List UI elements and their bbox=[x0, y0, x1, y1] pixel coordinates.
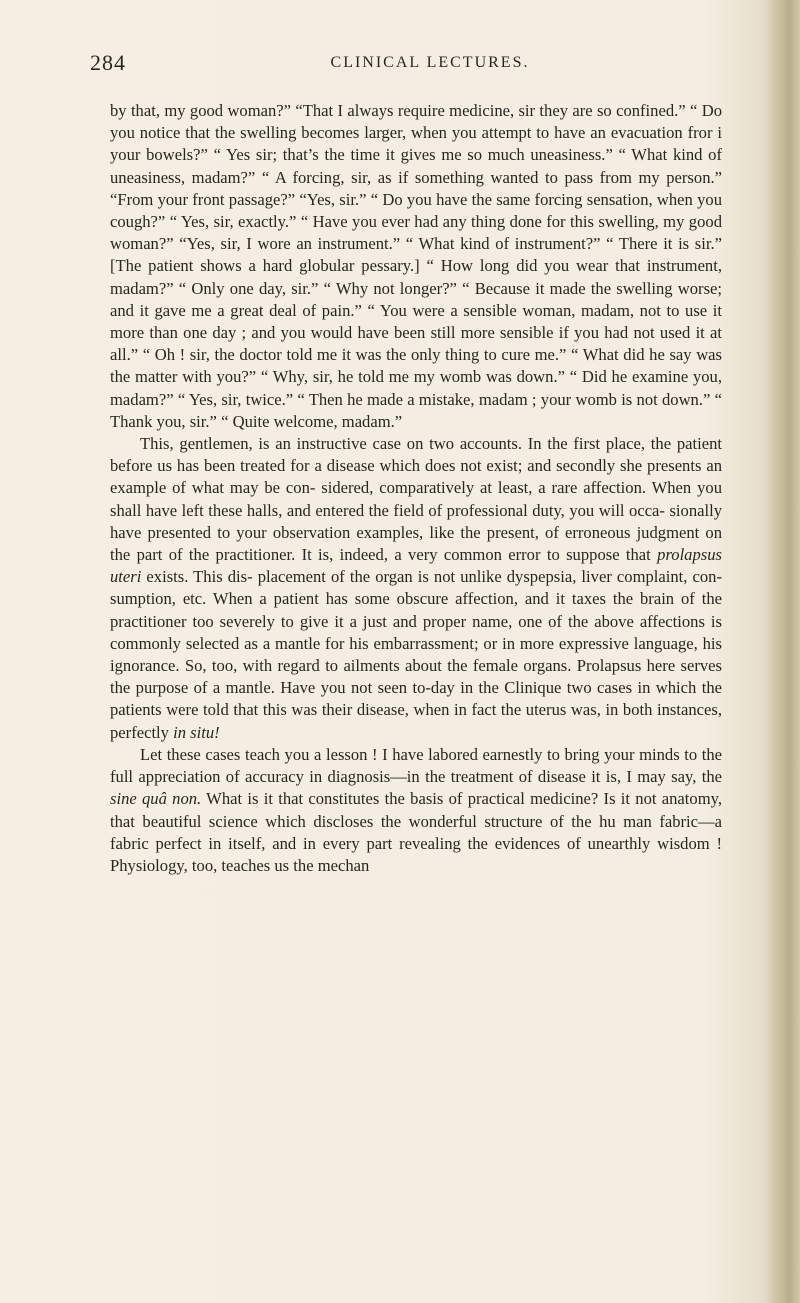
page-number: 284 bbox=[90, 50, 126, 75]
paragraph-text: This, gentlemen, is an instructive case on two accounts. In the first place, the patient before us has been treated for a disease which does not exist; and secondly she presents an example of what may be con- sidered, comparatively at least, a rare affection. When you shall have left these halls, and entered the field of professional duty, you will occa- sionally have presented to your observation examples, like the present, of erroneous judgment on the part of the practitioner. It is, indeed, a very common error to suppose that bbox=[110, 434, 722, 565]
page-header bbox=[90, 50, 710, 82]
paragraph-text: What is it that constitutes the basis of practical medicine? Is it not anatomy, that beautiful science which discloses the wonderful structure of the hu man fabric—a fabric perfect in itself, and in every part revealing the evidences of unearthly wisdom ! Physiology, too, teaches us the mechan bbox=[110, 789, 722, 875]
italic-text: in situ! bbox=[173, 722, 220, 742]
paragraph-text: Let these cases teach you a lesson ! I have labored earnestly to bring your minds to the full appreciation of accuracy in diagnosis—in the treatment of disease it is, I may say, the bbox=[110, 744, 722, 787]
paragraph-p3 bbox=[110, 744, 722, 877]
running-head: CLINICAL LECTURES. bbox=[330, 54, 530, 71]
page-edge-shadow bbox=[766, 0, 800, 1303]
italic-text: prolapsus uteri bbox=[110, 545, 722, 587]
paragraph-p2 bbox=[110, 433, 722, 744]
paragraph-p1 bbox=[110, 100, 722, 433]
body-text bbox=[110, 100, 722, 877]
paragraph-text: exists. This dis- placement of the organ is not unlike dyspepsia, liver complaint, con- sumption, etc. When a patient has some obscure affection, and it taxes the brain of the practitioner too severely to give it a just and proper name, one of the above affections is commonly selected as a mantle for his embarrassment; or in more expressive language, his ignorance. So, too, with regard to ailments about the female organs. Prolapsus here serves the purpose of a mantle. Have you not seen to-day in the Clinique two cases in which the patients were told that this was their disease, when in fact the uterus was, in both instances, perfectly bbox=[110, 567, 722, 742]
italic-text: sine quâ non. bbox=[110, 789, 202, 809]
paragraph-text: by that, my good woman?” “That I always require medicine, sir they are so confined.” “ Do you notice that the swelling becomes larger, when you attempt to have an evacuation fror i your bowels?” “ Yes sir; that’s the time it gives me so much uneasiness.” “ What kind of uneasiness, madam?” “ A forcing, sir, as if something wanted to pass from my person.” “From your front passage?” “Yes, sir.” “ Do you have the same forcing sensation, when you cough?” “ Yes, sir, exactly.” “ Have you ever had any thing done for this swelling, my good woman?” “Yes, sir, I wore an instrument.” “ What kind of instrument?” “ There it is sir.” [The patient shows a hard globular pessary.] “ How long did you wear that instrument, madam?” “ Only one day, sir.” “ Why not longer?” “ Because it made the swelling worse; and it gave me a great deal of pain.” “ You were a sensible woman, madam, not to use it more than one day ; and you would have been still more sensible if you had not used it at all.” “ Oh ! sir, the doctor told me it was the only thing to cure me.” “ What did he say was the matter with you?” “ Why, sir, he told me my womb was down.” “ Did he examine you, madam?” “ Yes, sir, twice.” “ Then he made a mistake, madam ; your womb is not down.” “ Thank you, sir.” “ Quite welcome, madam.” bbox=[110, 101, 722, 431]
